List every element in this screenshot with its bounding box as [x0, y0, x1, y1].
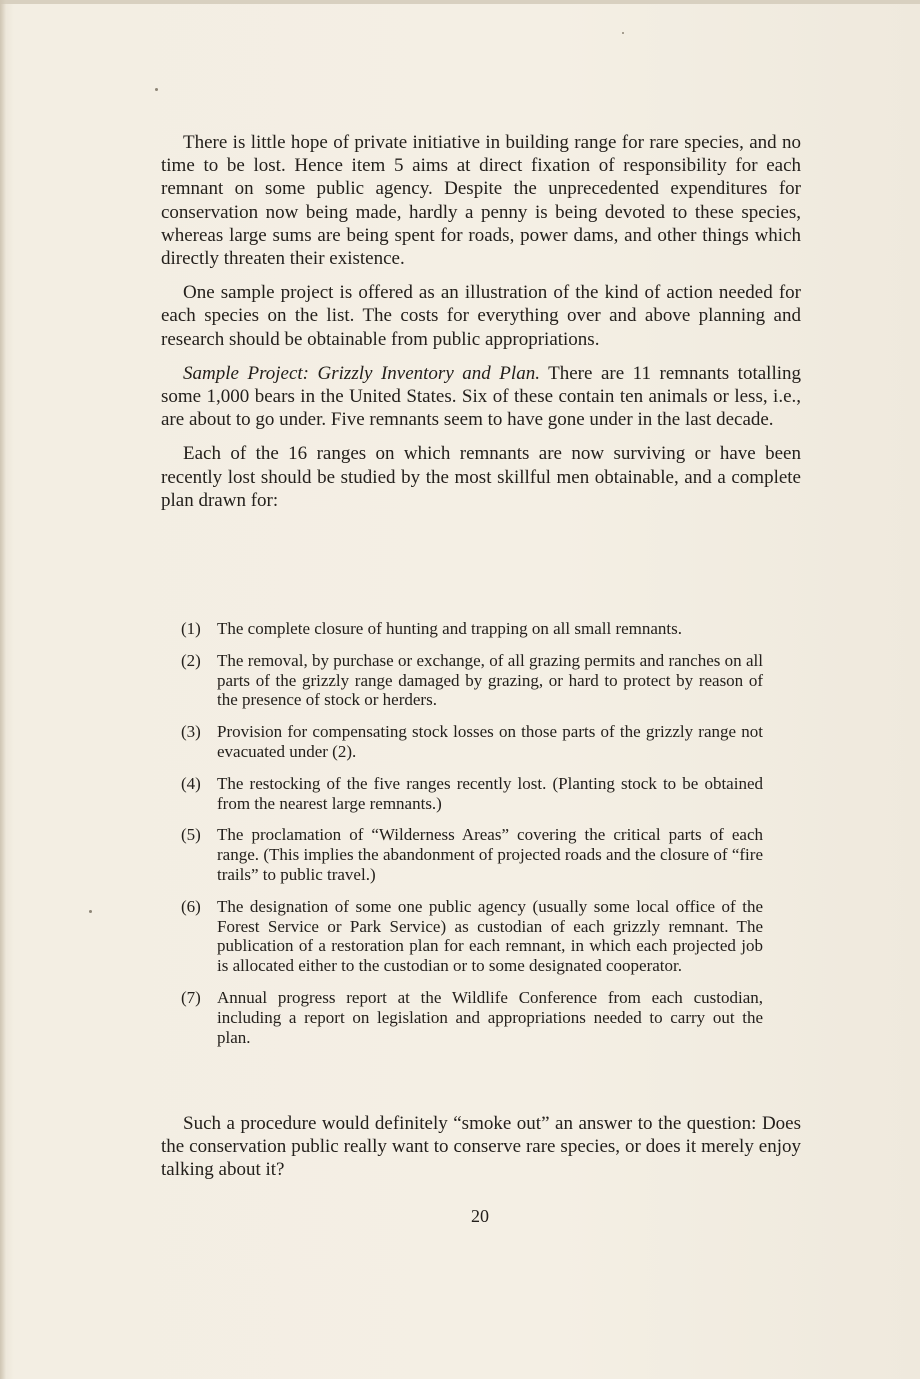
- paragraph-grizzly-inventory: [161, 362, 801, 432]
- list-item-number: (4): [181, 773, 201, 793]
- list-item: [181, 825, 763, 884]
- list-item-number: (5): [181, 825, 201, 845]
- paragraph-text: Such a procedure would definitely “smoke out” an answer to the question: Does the conservation public really want to conserve rare species, or does it merely enjoy talking about it?: [161, 1113, 801, 1181]
- body-text: [161, 131, 801, 512]
- paper-speck: [89, 910, 92, 913]
- paragraph-text: One sample project is offered as an illustration of the kind of action needed for each species on the list. The costs for everything over and above planning and research should be obtainable from public appropriations.: [161, 282, 801, 350]
- paragraph-text: Each of the 16 ranges on which remnants are now surviving or have been recently lost should be studied by the most skillful men obtainable, and a complete plan drawn for:: [161, 443, 801, 511]
- list-item: [181, 897, 763, 976]
- list-item-text: The designation of some one public agency (usually some local office of the Forest Service or Park Service) as custodian of each grizzly remnant. The publication of a restoration plan for each remnant, in which each projected job is allocated either to the custodian or to some designated cooperator.: [217, 896, 763, 976]
- paper-speck: [155, 88, 158, 91]
- paragraph-text: There are 11 remnants totalling some 1,000 bears in the United States. Six of these contain ten animals or less, i.e., are about to go under. Five remnants seem to have gone under in the last decade.: [161, 362, 802, 431]
- paragraph-ranges-plan: [161, 442, 801, 512]
- list-item-text: The removal, by purchase or exchange, of all grazing permits and ranches on all parts of the grizzly range damaged by grazing, or hard to protect by reason of the presence of stock or herders.: [217, 650, 763, 710]
- list-item: [181, 619, 763, 639]
- list-item-number: (3): [181, 722, 201, 742]
- list-item-number: (6): [181, 896, 201, 916]
- list-item-text: Annual progress report at the Wildlife Conference from each custodian, including a report on legislation and appropriations needed to carry out the plan.: [217, 987, 763, 1047]
- plan-list: [181, 619, 763, 1047]
- list-item-number: (1): [181, 619, 201, 638]
- paragraph-text: There is little hope of private initiative in building range for rare species, and no time to be lost. Hence item 5 aims at direct fixation of responsibility for each remnant on some public agency. Despite the unprecedented expenditures for conservation now being made, hardly a penny is being devoted to these species, whereas large sums are being spent for roads, power dams, and other things which directly threaten their existence.: [161, 132, 801, 270]
- list-item: [181, 988, 763, 1047]
- list-item-number: (2): [181, 650, 201, 670]
- paper-speck: [622, 32, 624, 34]
- list-item-text: The proclamation of “Wilderness Areas” covering the critical parts of each range. (This implies the abandonment of projected roads and the closure of “fire trails” to public travel.): [217, 825, 763, 884]
- list-item: [181, 722, 763, 762]
- paragraph-private-initiative: [161, 131, 801, 270]
- list-item-text: The restocking of the five ranges recently lost. (Planting stock to be obtained from the nearest large remnants.): [217, 773, 763, 813]
- closing-paragraph: [161, 1112, 801, 1182]
- list-item: [181, 651, 763, 710]
- list-item-text: The complete closure of hunting and trapping on all small remnants.: [217, 619, 683, 638]
- list-item-text: Provision for compensating stock losses on those parts of the grizzly range not evacuated under (2).: [217, 722, 763, 761]
- list-item: [181, 774, 763, 814]
- closing-section: [161, 1112, 801, 1182]
- italic-heading: Sample Project: Grizzly Inventory and Plan.: [183, 362, 540, 384]
- list-item-number: (7): [181, 987, 201, 1007]
- paragraph-sample-project-intro: [161, 281, 801, 351]
- page-number: 20: [471, 1206, 489, 1226]
